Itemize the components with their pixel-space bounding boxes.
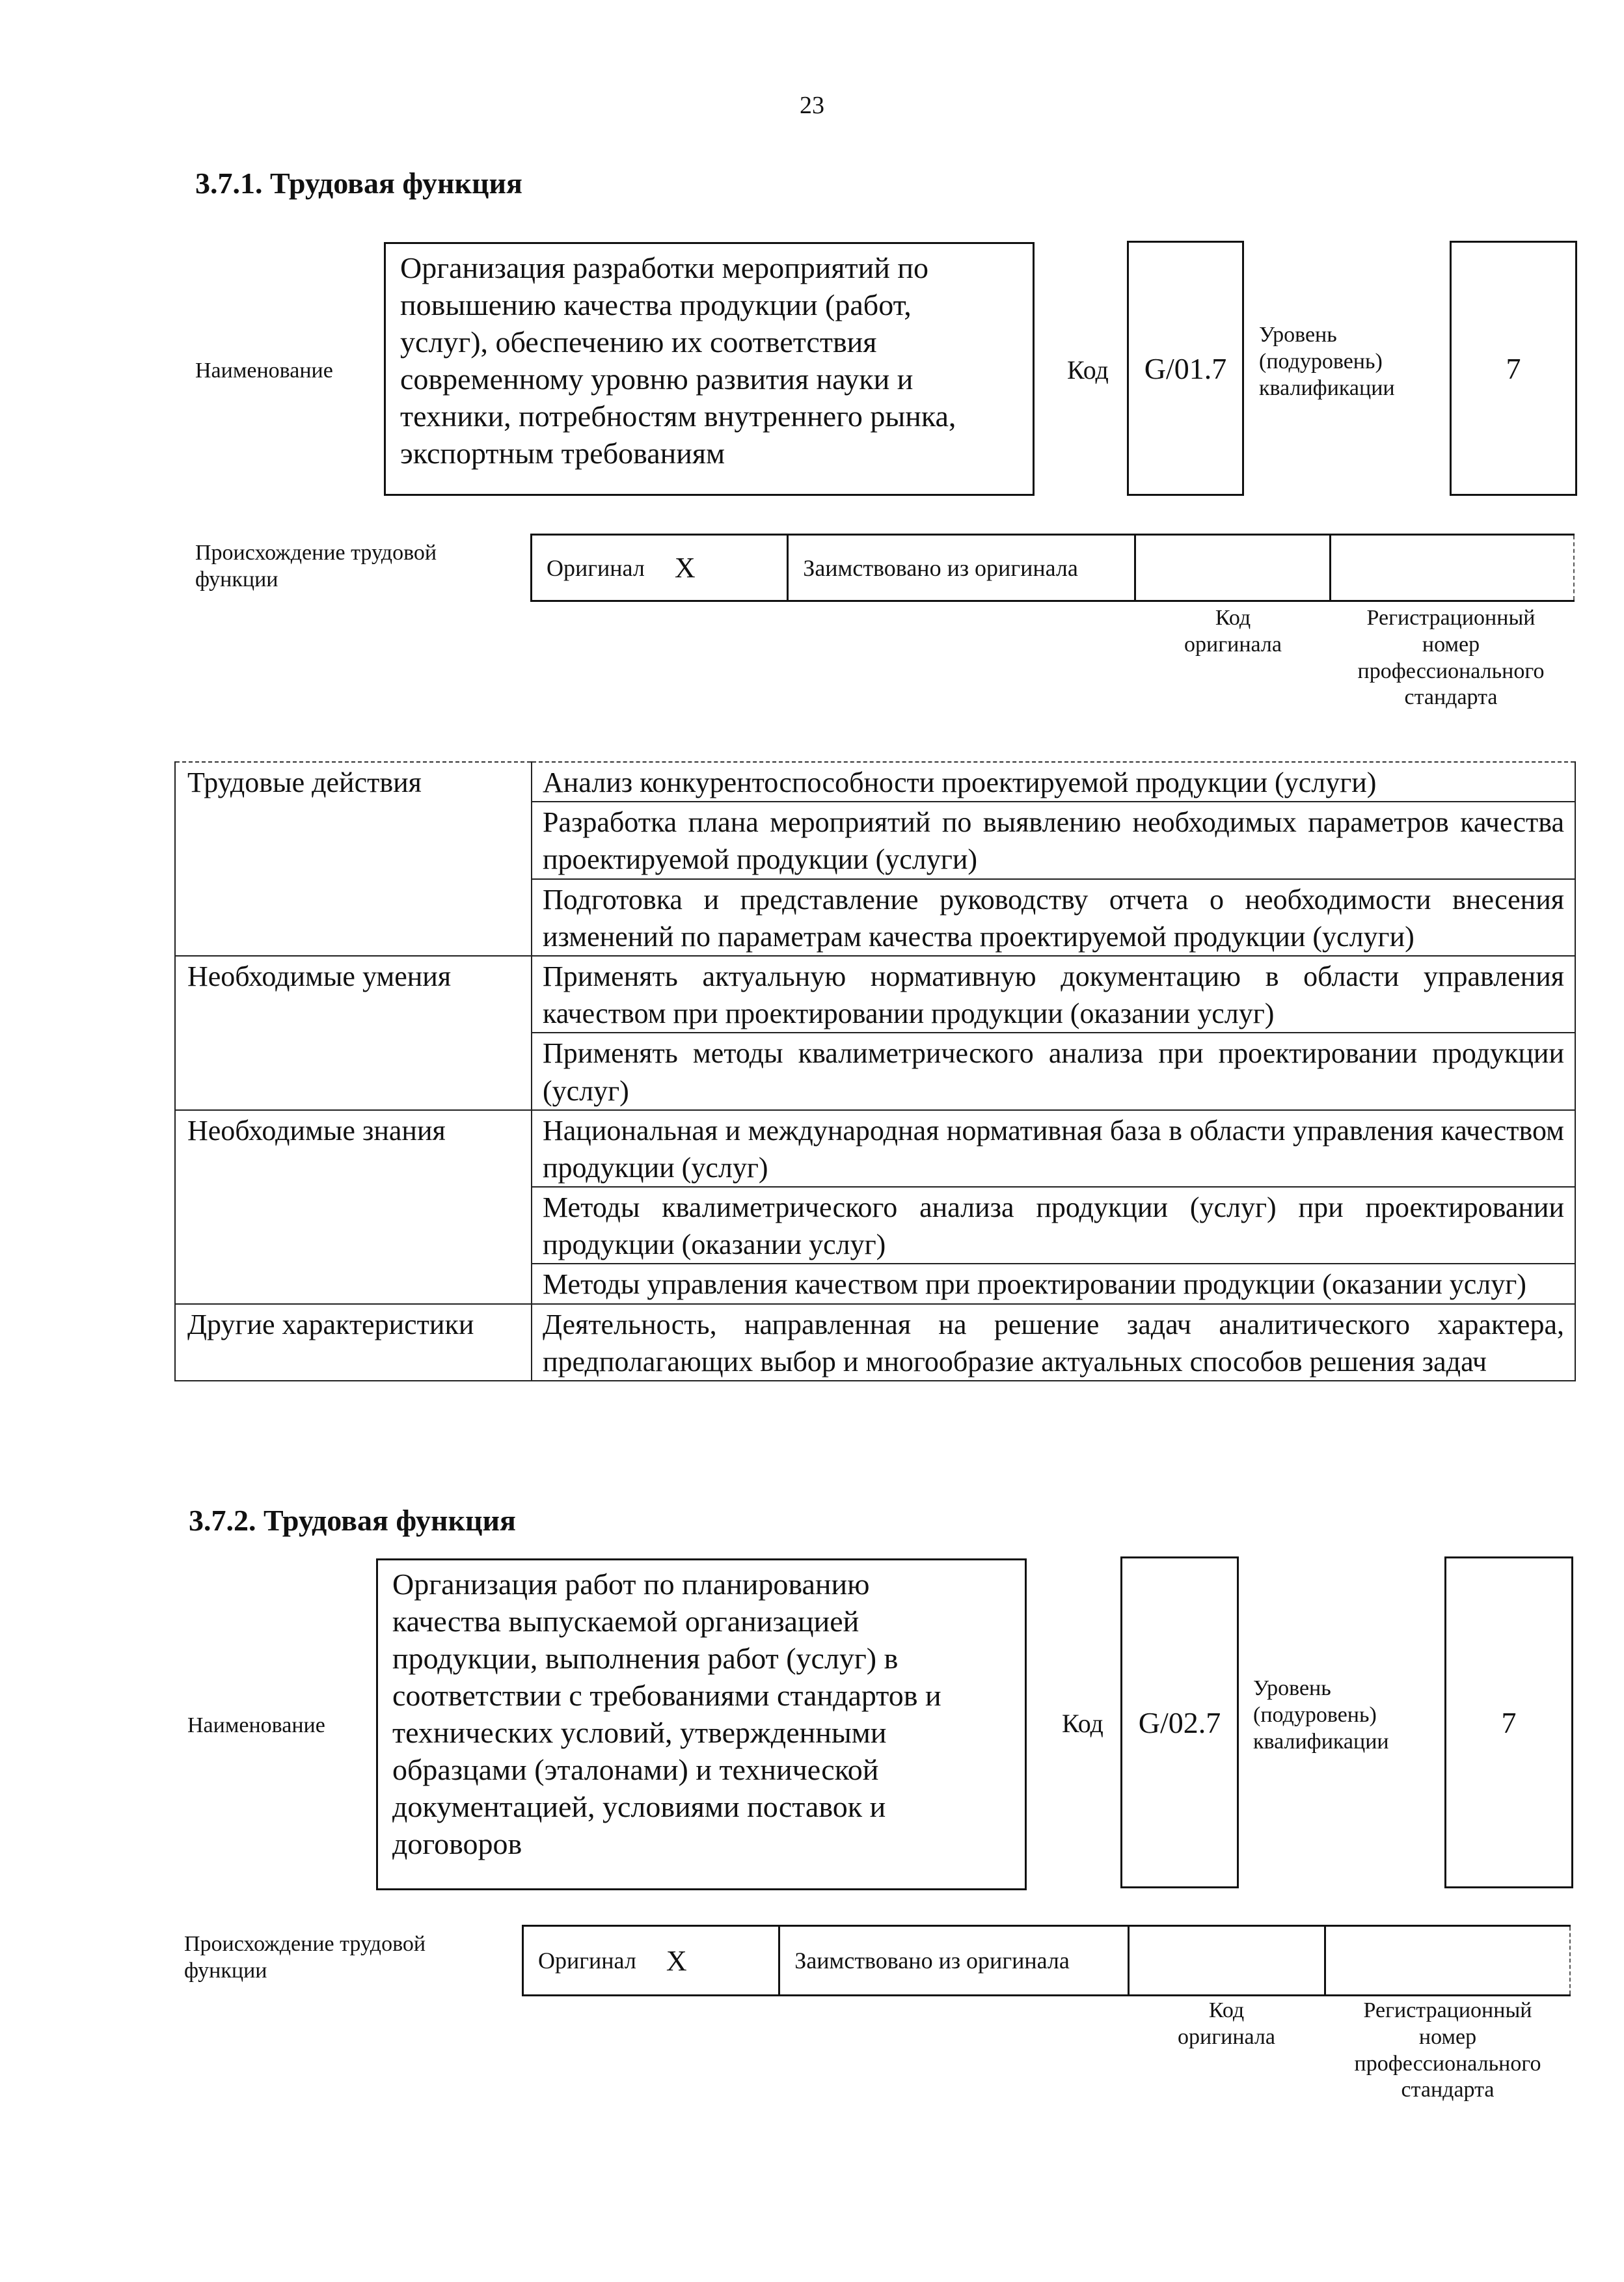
category-cell: Трудовые действия	[175, 762, 532, 956]
origin-row-1	[530, 534, 1575, 602]
level-label-line: (подуровень)	[1253, 1702, 1377, 1727]
footer-reg-line: профессионального	[1354, 2051, 1541, 2076]
footer-code-original-2	[1129, 1998, 1324, 2051]
level-label-line: Уровень	[1259, 323, 1337, 347]
origin-row-2	[522, 1925, 1571, 1996]
level-label-line: (подуровень)	[1259, 349, 1383, 374]
code-label-2: Код	[1062, 1709, 1103, 1738]
table-row	[175, 762, 1575, 802]
function-name-box-1	[384, 242, 1035, 496]
name-label-2: Наименование	[187, 1713, 325, 1737]
origin-original-cell	[524, 1927, 780, 1994]
description-cell: Применять методы квалиметрического анализа при проектировании продукции (услуг)	[532, 1033, 1575, 1109]
function-name-line: Организация разработки мероприятий по	[400, 251, 928, 284]
page-number: 23	[800, 92, 824, 119]
origin-label-line: функции	[184, 1958, 267, 1983]
table-row	[175, 956, 1575, 1033]
function-name-line: технических условий, утвержденными	[392, 1716, 887, 1750]
footer-reg-line: профессионального	[1357, 659, 1545, 683]
footer-code-original-1	[1135, 605, 1331, 659]
footer-reg-line: стандарта	[1401, 2078, 1495, 2102]
function-name-line: повышению качества продукции (работ,	[400, 288, 912, 322]
footer-reg-line: стандарта	[1404, 685, 1498, 710]
description-cell: Подготовка и представление руководству отчета о необходимости внесения изменений по параметрам качества проектируемой продукции (услуги)	[532, 879, 1575, 956]
function-name-line: образцами (эталонами) и технической	[392, 1753, 879, 1787]
footer-reg-number-1	[1327, 605, 1575, 711]
origin-original-label: Оригинал	[538, 1948, 636, 1974]
origin-mark: X	[666, 1944, 687, 1977]
origin-reg-number-cell	[1326, 1927, 1571, 1994]
footer-reg-line: Регистрационный	[1366, 606, 1536, 630]
footer-reg-number-2	[1321, 1998, 1575, 2104]
table-row	[175, 1110, 1575, 1187]
description-cell: Разработка плана мероприятий по выявлению необходимых параметров качества проектируемой продукции (услуги)	[532, 802, 1575, 878]
table-row	[175, 1304, 1575, 1381]
level-label-line: квалификации	[1259, 375, 1395, 400]
code-value-1: G/01.7	[1127, 241, 1244, 496]
description-cell: Методы квалиметрического анализа продукции (услуг) при проектировании продукции (оказании услуг)	[532, 1187, 1575, 1264]
function-name-line: техники, потребностям внутреннего рынка,	[400, 400, 956, 433]
function-name-line: продукции, выполнения работ (услуг) в	[392, 1642, 899, 1676]
level-label-1	[1259, 322, 1395, 401]
footer-reg-line: номер	[1422, 632, 1480, 657]
description-cell: Методы управления качеством при проектировании продукции (оказании услуг)	[532, 1264, 1575, 1303]
section-title-1: 3.7.1. Трудовая функция	[195, 167, 522, 200]
code-label-1: Код	[1067, 355, 1109, 385]
description-cell: Анализ конкурентоспособности проектируемой продукции (услуги)	[532, 762, 1575, 802]
origin-borrowed-cell: Заимствовано из оригинала	[780, 1927, 1130, 1994]
origin-borrowed-cell: Заимствовано из оригинала	[789, 536, 1136, 600]
footer-code-line: оригинала	[1178, 2024, 1275, 2049]
origin-label-line: Происхождение трудовой	[195, 541, 437, 565]
description-cell: Деятельность, направленная на решение задач аналитического характера, предполагающих выбор и многообразие актуальных способов решения задач	[532, 1304, 1575, 1381]
section-title-2: 3.7.2. Трудовая функция	[189, 1504, 516, 1537]
level-value-1: 7	[1450, 241, 1577, 496]
footer-code-line: оригинала	[1184, 632, 1282, 657]
function-name-line: современному уровню развития науки и	[400, 362, 914, 396]
origin-code-cell	[1136, 536, 1331, 600]
name-label-1: Наименование	[195, 359, 333, 383]
origin-label-line: Происхождение трудовой	[184, 1932, 426, 1956]
origin-original-cell	[532, 536, 789, 600]
origin-reg-number-cell	[1331, 536, 1575, 600]
labor-function-table	[174, 761, 1576, 1381]
function-name-box-2	[376, 1558, 1027, 1890]
function-name-line: экспортным требованиям	[400, 437, 725, 470]
footer-code-line: Код	[1208, 1998, 1245, 2022]
function-name-line: соответствии с требованиями стандартов и	[392, 1679, 941, 1713]
function-name-line: Организация работ по планированию	[392, 1568, 870, 1601]
origin-label-1	[195, 540, 437, 593]
category-cell: Необходимые знания	[175, 1110, 532, 1304]
description-cell: Национальная и международная нормативная база в области управления качеством продукции (услуг)	[532, 1110, 1575, 1187]
function-name-line: качества выпускаемой организацией	[392, 1605, 859, 1638]
function-name-line: документацией, условиями поставок и	[392, 1790, 886, 1824]
origin-mark: X	[674, 552, 696, 584]
footer-reg-line: Регистрационный	[1363, 1998, 1532, 2022]
footer-reg-line: номер	[1418, 2024, 1477, 2049]
function-name-line: договоров	[392, 1827, 522, 1861]
origin-code-cell	[1130, 1927, 1325, 1994]
category-cell: Другие характеристики	[175, 1304, 532, 1381]
category-cell: Необходимые умения	[175, 956, 532, 1110]
level-label-line: квалификации	[1253, 1729, 1389, 1754]
level-value-2: 7	[1444, 1556, 1573, 1888]
level-label-2	[1253, 1676, 1389, 1755]
origin-label-line: функции	[195, 567, 278, 591]
code-value-2: G/02.7	[1120, 1556, 1239, 1888]
level-label-line: Уровень	[1253, 1676, 1331, 1700]
footer-code-line: Код	[1215, 606, 1251, 630]
origin-label-2	[184, 1931, 426, 1985]
origin-original-label: Оригинал	[547, 554, 645, 581]
function-name-line: услуг), обеспечению их соответствия	[400, 325, 877, 359]
description-cell: Применять актуальную нормативную документацию в области управления качеством при проектировании продукции (оказании услуг)	[532, 956, 1575, 1033]
